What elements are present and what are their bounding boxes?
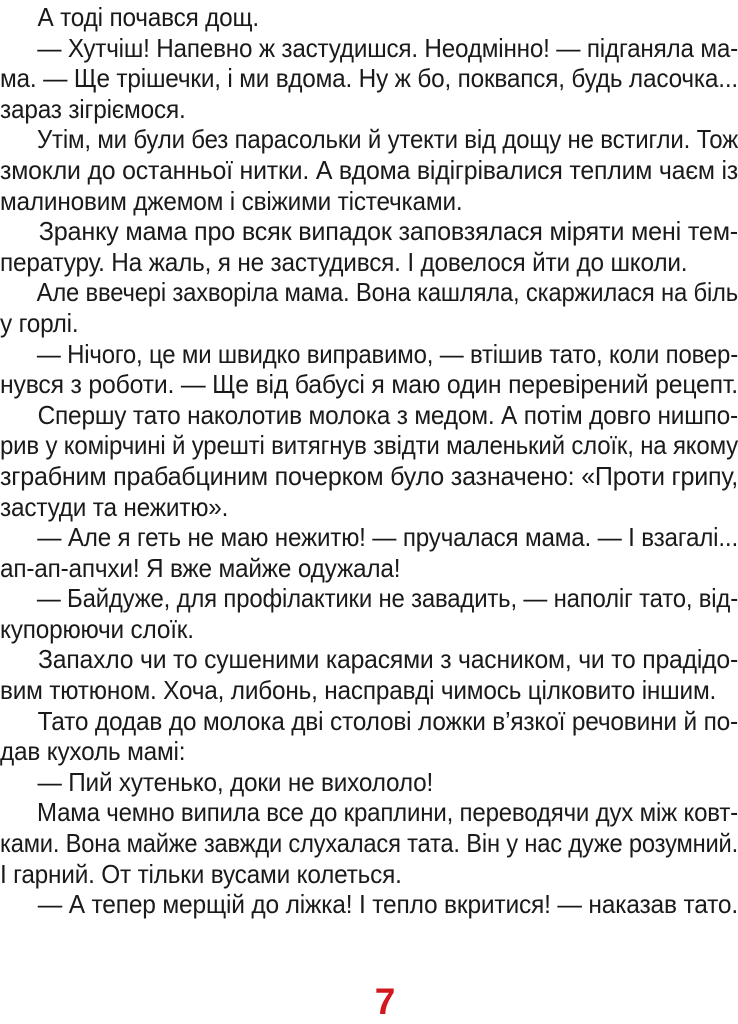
text-line: — А тепер мерщій до ліжка! І тепло вкритися! — наказав тато. bbox=[37, 889, 738, 920]
paragraph bbox=[0, 889, 738, 920]
story-text bbox=[0, 2, 738, 920]
text-line: застуди та нежитю». bbox=[0, 491, 229, 522]
text-line: нувся з роботи. — Ще від бабусі я маю один перевірений рецепт. bbox=[0, 369, 738, 400]
text-line: Тато додав до молока дві столові ложки в’язкої речовини й по- bbox=[37, 705, 738, 736]
text-line: Запахло чи то сушеними карасями з часником, чи то прадідо- bbox=[38, 644, 738, 675]
text-line: ма. — Ще трішечки, і ми вдома. Ну ж бо, поквапся, будь ласочка... bbox=[0, 63, 738, 94]
paragraph bbox=[0, 400, 738, 522]
text-line: — Байдуже, для профілактики не завадить, — наполіг тато, від- bbox=[36, 583, 738, 614]
paragraph bbox=[0, 277, 738, 338]
text-line: пературу. На жаль, я не застудився. І довелося йти до школи. bbox=[0, 246, 688, 277]
text-line: рив у комірчині й урешті витягнув звідти маленький слоїк, на якому bbox=[0, 430, 738, 461]
text-line: Мама чемно випила все до краплини, переводячи дух між ковт- bbox=[36, 797, 738, 828]
paragraph bbox=[0, 339, 738, 400]
text-line: зграбним прабабциним почерком було зазначено: «Проти грипу, bbox=[0, 460, 738, 491]
text-line: Зранку мама про всяк випадок заповзялася міряти мені тем- bbox=[38, 216, 738, 247]
text-line: купорюючи слоїк. bbox=[0, 613, 194, 644]
text-line: вим тютюном. Хоча, либонь, насправді чимось цілковито іншим. bbox=[0, 675, 717, 706]
paragraph bbox=[0, 216, 738, 277]
text-line: — Нічого, це ми швидко виправимо, — втішив тато, коли повер- bbox=[36, 338, 738, 369]
text-line: зараз зігріємося. bbox=[0, 93, 186, 124]
text-line: дав кухоль мамі: bbox=[0, 736, 186, 767]
paragraph bbox=[0, 124, 738, 216]
text-line: — Пий хутенько, доки не вихололо! bbox=[37, 766, 434, 797]
text-line: у горлі. bbox=[0, 307, 79, 338]
paragraph bbox=[0, 644, 738, 705]
paragraph bbox=[0, 33, 738, 125]
page-number: 7 bbox=[374, 981, 396, 1022]
paragraph bbox=[0, 522, 738, 583]
text-line: ап-ап-апчхи! Я вже майже одужала! bbox=[0, 552, 401, 583]
paragraph bbox=[0, 583, 738, 644]
text-line: Утім, ми були без парасольки й утекти від дощу не встигли. Тож bbox=[36, 124, 738, 155]
paragraph bbox=[0, 2, 738, 33]
paragraph bbox=[0, 797, 738, 889]
paragraph bbox=[0, 706, 738, 767]
text-line: І гарний. От тільки вусами колеться. bbox=[0, 858, 402, 889]
text-line: Але ввечері захворіла мама. Вона кашляла, скаржилася на біль bbox=[36, 277, 738, 308]
text-line: — Хутчіш! Напевно ж застудишся. Неодмінно! — підганяла ма- bbox=[37, 32, 738, 63]
text-line: А тоді почався дощ. bbox=[37, 2, 259, 32]
text-line: змокли до останньої нитки. А вдома відігрівалися теплим чаєм із bbox=[0, 154, 738, 185]
paragraph bbox=[0, 767, 738, 798]
text-line: ками. Вона майже завжди слухалася тата. Він у нас дуже розумний. bbox=[0, 828, 738, 859]
text-line: малиновим джемом і свіжими тістечками. bbox=[0, 185, 463, 216]
text-line: Спершу тато наколотив молока з медом. А потім довго нишпо- bbox=[37, 399, 738, 430]
text-line: — Але я геть не маю нежитю! — пручалася мама. — І взагалі... bbox=[37, 522, 738, 553]
